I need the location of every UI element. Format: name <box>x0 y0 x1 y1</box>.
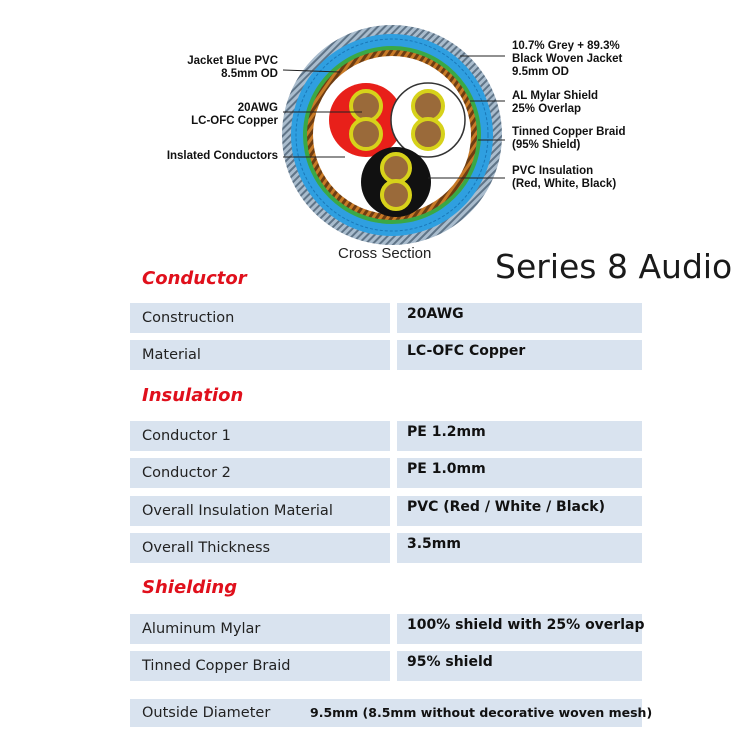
callout-insulated-conductors: Inslated Conductors <box>166 150 278 162</box>
spec-row-overall-thickness <box>130 533 642 563</box>
spec-value: 100% shield with 25% overlap <box>397 614 642 644</box>
spec-label: Conductor 1 <box>130 421 390 451</box>
callout-jacket: Jacket Blue PVC 8.5mm OD <box>187 55 278 80</box>
spec-row-conductor-2 <box>130 458 642 488</box>
spec-label: Construction <box>130 303 390 333</box>
callout-pvc-insulation: PVC Insulation (Red, White, Black) <box>512 165 617 190</box>
spec-row-material <box>130 340 642 370</box>
spec-row-aluminum-mylar <box>130 614 645 644</box>
spec-label: Overall Thickness <box>130 533 390 563</box>
spec-row-overall-insulation-material <box>130 496 642 526</box>
spec-value: PE 1.0mm <box>397 458 642 488</box>
product-title: Series 8 Audio <box>495 247 733 286</box>
spec-row-construction <box>130 303 642 333</box>
spec-label: Conductor 2 <box>130 458 390 488</box>
spec-row-tinned-copper-braid <box>130 651 642 681</box>
white-insulated-conductor <box>391 83 465 157</box>
spec-value: 95% shield <box>397 651 642 681</box>
spec-value: PVC (Red / White / Black) <box>397 496 642 526</box>
callout-woven-jacket: 10.7% Grey + 89.3% Black Woven Jacket 9.5mm OD <box>512 40 623 78</box>
section-heading-shielding: Shielding <box>142 577 238 598</box>
spec-row-conductor-1 <box>130 421 642 451</box>
spec-label: Aluminum Mylar <box>130 614 390 644</box>
outside-diameter-label: Outside Diameter <box>142 705 271 721</box>
spec-label: Material <box>130 340 390 370</box>
spec-label: Tinned Copper Braid <box>130 651 390 681</box>
outside-diameter-value: 9.5mm (8.5mm without decorative woven mesh) <box>310 705 653 720</box>
spec-label: Overall Insulation Material <box>130 496 390 526</box>
spec-value: 3.5mm <box>397 533 642 563</box>
callout-copper-braid: Tinned Copper Braid (95% Shield) <box>512 126 626 151</box>
spec-value: 20AWG <box>397 303 642 333</box>
cable-cross-section-diagram <box>0 0 750 270</box>
spec-value: PE 1.2mm <box>397 421 642 451</box>
callout-conductor-copper: 20AWG LC-OFC Copper <box>191 102 278 127</box>
callout-mylar-shield: AL Mylar Shield 25% Overlap <box>512 90 599 115</box>
section-heading-insulation: Insulation <box>142 385 244 406</box>
spec-row-outside-diameter <box>130 699 653 727</box>
cross-section-label: Cross Section <box>338 245 432 262</box>
spec-value: LC-OFC Copper <box>397 340 642 370</box>
section-heading-conductor: Conductor <box>142 268 247 289</box>
black-insulated-conductor <box>361 147 431 217</box>
